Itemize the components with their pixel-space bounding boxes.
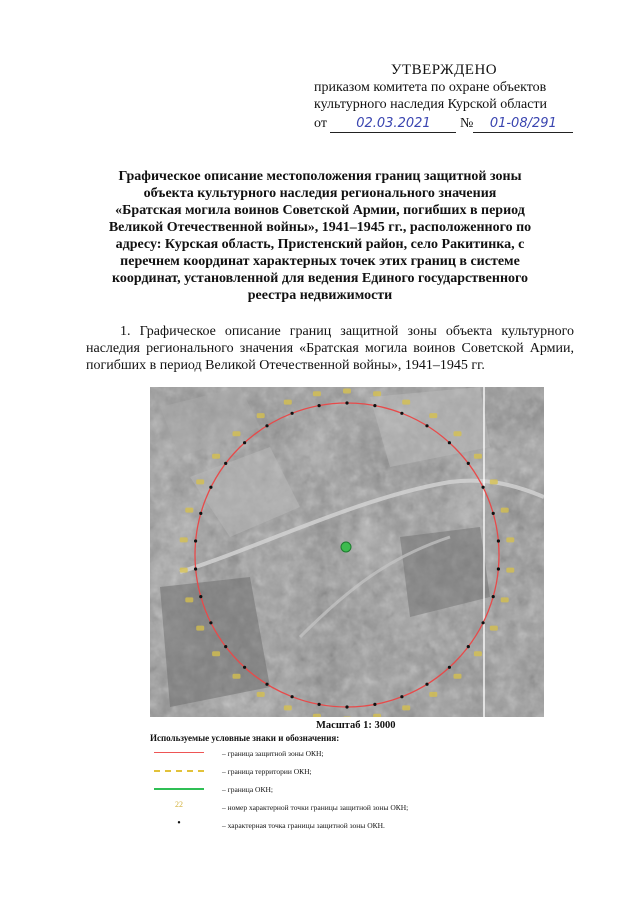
boundary-point-dot	[497, 539, 500, 542]
approval-line-2: культурного наследия Курской области	[314, 97, 548, 112]
legend-text: – граница ОКН;	[222, 785, 273, 794]
document-title	[90, 168, 550, 304]
boundary-point-dot	[497, 567, 500, 570]
boundary-point-label-marker	[212, 454, 220, 459]
legend-item-point-number: 22 – номер характерной точки границы защитной зоны ОКН;	[175, 800, 409, 812]
boundary-point-label-marker	[343, 389, 351, 394]
title-line: реестра недвижимости	[247, 288, 393, 303]
boundary-point-dot	[482, 486, 485, 489]
boundary-point-label-marker	[454, 431, 462, 436]
boundary-point-dot	[243, 666, 246, 669]
boundary-point-dot	[224, 462, 227, 465]
boundary-point-label-marker	[506, 537, 514, 542]
title-line: объекта культурного наследия регионального значения	[143, 186, 497, 201]
boundary-point-dot	[209, 486, 212, 489]
boundary-point-dot	[492, 595, 495, 598]
boundary-point-dot	[467, 645, 470, 648]
number-field	[473, 115, 573, 133]
boundary-point-dot	[291, 412, 294, 415]
boundary-point-label-marker	[429, 413, 437, 418]
boundary-point-dot	[209, 621, 212, 624]
boundary-point-label-marker	[501, 597, 509, 602]
boundary-point-dot	[448, 441, 451, 444]
boundary-point-label-marker	[313, 391, 321, 396]
boundary-point-label-marker	[402, 705, 410, 710]
heritage-object-marker	[341, 542, 351, 552]
boundary-point-dot	[318, 404, 321, 407]
boundary-point-label-marker	[490, 479, 498, 484]
number-label: №	[459, 116, 474, 131]
boundary-point-dot	[224, 645, 227, 648]
approval-block	[314, 62, 614, 133]
title-line: координат, установленной для ведения Единого государственного	[111, 271, 529, 286]
boundary-point-label-marker	[284, 705, 292, 710]
boundary-point-dot	[373, 404, 376, 407]
boundary-point-label-marker	[185, 508, 193, 513]
paragraph-text: 1. Графическое описание границ защитной зоны объекта культурного наследия регионального значения «Братская могила воинов Советской Армии, погибших в период Великой Отечественной войны», 1941–1945 гг.	[86, 324, 574, 373]
boundary-point-dot	[482, 621, 485, 624]
boundary-point-label-marker	[474, 454, 482, 459]
legend-text: – характерная точка границы защитной зоны ОКН.	[222, 821, 385, 830]
section-paragraph	[86, 323, 574, 374]
title-line: Графическое описание местоположения границ защитной зоны	[118, 169, 522, 184]
title-line: Великой Отечественной войны», 1941–1945 гг., расположенного по	[108, 220, 532, 235]
legend-item-territory-boundary	[150, 764, 510, 782]
boundary-point-dot	[467, 462, 470, 465]
aerial-map	[150, 387, 544, 717]
title-line: адресу: Курская область, Пристенский район, село Ракитинка, с	[115, 237, 525, 252]
boundary-point-label-marker	[233, 431, 241, 436]
title-line: «Братская могила воинов Советской Армии, погибших в период	[115, 203, 525, 218]
red-line-symbol	[154, 752, 204, 753]
boundary-point-label-marker	[284, 400, 292, 405]
approval-heading: УТВЕРЖДЕНО	[390, 62, 498, 78]
approval-signature-line	[314, 115, 614, 133]
boundary-point-label-marker	[185, 597, 193, 602]
map-scale: Масштаб 1: 3000	[316, 720, 396, 731]
boundary-point-label-marker	[490, 626, 498, 631]
boundary-point-label-marker	[343, 717, 351, 718]
legend	[150, 746, 510, 836]
legend-item-zone-boundary	[150, 746, 510, 764]
boundary-point-dot	[345, 705, 348, 708]
boundary-point-label-marker	[196, 626, 204, 631]
boundary-point-dot	[318, 703, 321, 706]
legend-text: – номер характерной точки границы защитной зоны ОКН;	[222, 803, 409, 812]
boundary-point-label-marker	[180, 568, 188, 573]
boundary-point-dot	[265, 683, 268, 686]
boundary-point-dot	[492, 512, 495, 515]
boundary-point-label-marker	[233, 674, 241, 679]
handwritten-number: 01-08/291	[489, 116, 557, 131]
boundary-point-dot	[448, 666, 451, 669]
boundary-point-label-marker	[373, 391, 381, 396]
title-line: перечнем координат характерных точек этих границ в системе	[120, 254, 520, 269]
date-field	[330, 115, 456, 133]
boundary-point-label-marker	[506, 568, 514, 573]
boundary-point-dot	[373, 703, 376, 706]
boundary-point-label-marker	[402, 400, 410, 405]
boundary-point-dot	[425, 424, 428, 427]
boundary-point-label-marker	[474, 651, 482, 656]
map-svg	[150, 387, 544, 717]
from-label: от	[314, 116, 327, 131]
yellow-dash-symbol	[154, 770, 204, 772]
boundary-point-dot	[400, 412, 403, 415]
boundary-point-dot	[194, 539, 197, 542]
boundary-point-dot	[194, 567, 197, 570]
legend-item-point: • – характерная точка границы защитной зоны ОКН.	[177, 818, 385, 830]
boundary-point-label-marker	[196, 479, 204, 484]
boundary-point-label-marker	[257, 413, 265, 418]
legend-text: – граница защитной зоны ОКН;	[222, 749, 324, 758]
boundary-point-dot	[291, 695, 294, 698]
handwritten-date: 02.03.2021	[356, 116, 431, 131]
boundary-point-dot	[243, 441, 246, 444]
boundary-point-label-marker	[180, 537, 188, 542]
boundary-point-dot	[199, 512, 202, 515]
green-line-symbol	[154, 788, 204, 790]
approval-line-1: приказом комитета по охране объектов	[314, 80, 547, 95]
boundary-point-label-marker	[429, 692, 437, 697]
boundary-point-label-marker	[257, 692, 265, 697]
boundary-point-dot	[345, 401, 348, 404]
boundary-point-label-marker	[212, 651, 220, 656]
boundary-point-label-marker	[454, 674, 462, 679]
forest-patch	[160, 577, 270, 707]
legend-text: – граница территории ОКН;	[222, 767, 312, 776]
legend-item-object-boundary	[150, 782, 510, 800]
boundary-point-label-marker	[501, 508, 509, 513]
boundary-point-dot	[400, 695, 403, 698]
boundary-point-dot	[265, 424, 268, 427]
boundary-point-dot	[199, 595, 202, 598]
boundary-point-label-marker	[313, 714, 321, 717]
boundary-point-dot	[425, 683, 428, 686]
legend-title: Используемые условные знаки и обозначения:	[150, 733, 340, 743]
boundary-point-label-marker	[373, 714, 381, 717]
